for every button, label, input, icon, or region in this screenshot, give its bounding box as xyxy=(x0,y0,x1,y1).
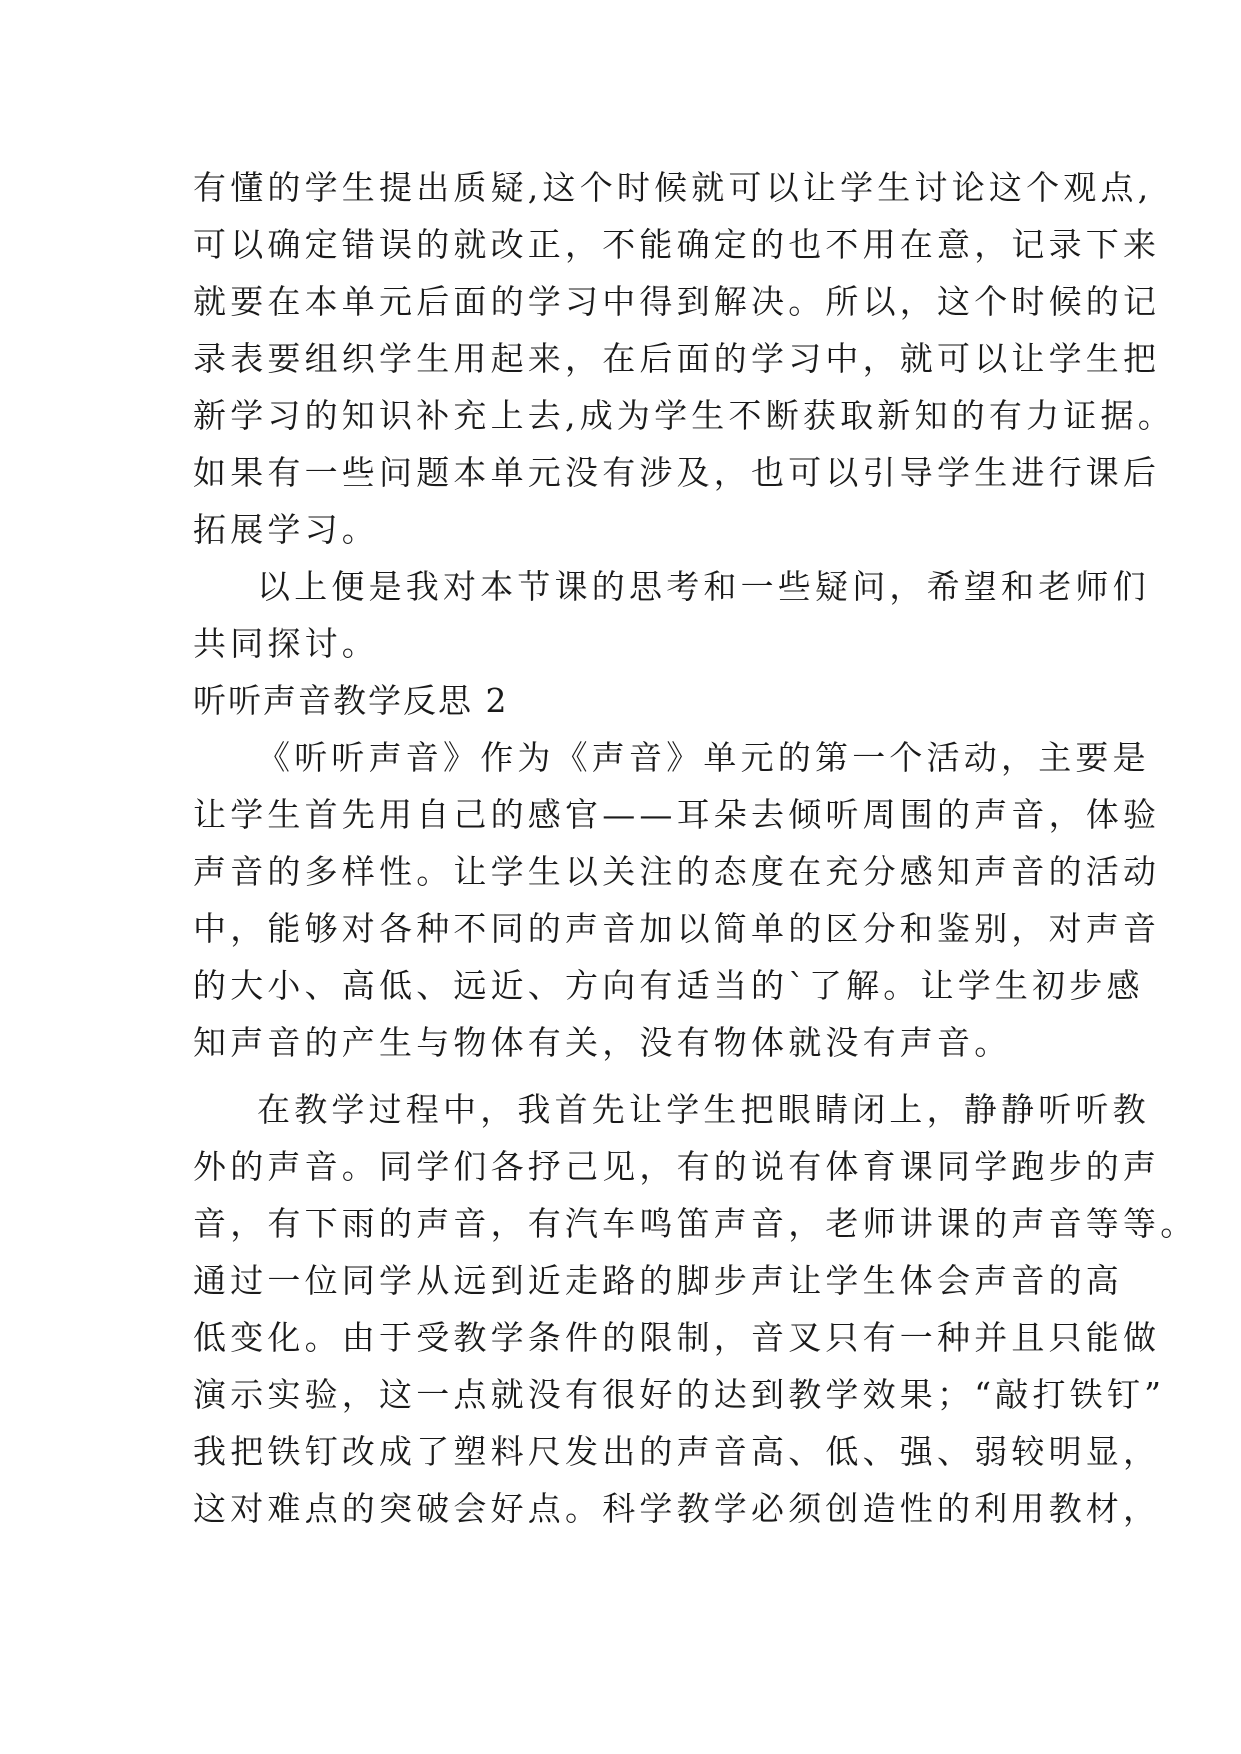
paragraph-4-line-3: 音，有下雨的声音，有汽车鸣笛声音，老师讲课的声音等等。 xyxy=(193,1204,1198,1243)
paragraph-4-line-6: 演示实验，这一点就没有很好的达到教学效果；“敲打铁钉” xyxy=(193,1375,1166,1414)
paragraph-1-line-1: 有懂的学生提出质疑,这个时候就可以让学生讨论这个观点, xyxy=(193,168,1153,207)
paragraph-2-line-2: 共同探讨。 xyxy=(193,624,379,663)
paragraph-1-line-6: 如果有一些问题本单元没有涉及，也可以引导学生进行课后 xyxy=(193,453,1161,492)
paragraph-3-line-4: 中，能够对各种不同的声音加以简单的区分和鉴别，对声音 xyxy=(193,909,1161,948)
paragraph-4-line-2: 外的声音。同学们各抒己见，有的说有体育课同学跑步的声 xyxy=(193,1147,1161,1186)
paragraph-3-line-6: 知声音的产生与物体有关，没有物体就没有声音。 xyxy=(193,1023,1012,1062)
paragraph-1-line-5: 新学习的知识补充上去,成为学生不断获取新知的有力证据。 xyxy=(193,396,1175,435)
paragraph-1-line-4: 录表要组织学生用起来，在后面的学习中，就可以让学生把 xyxy=(193,339,1161,378)
paragraph-4-line-8: 这对难点的突破会好点。科学教学必须创造性的利用教材， xyxy=(193,1489,1161,1528)
paragraph-4-line-4: 通过一位同学从远到近走路的脚步声让学生体会声音的高 xyxy=(193,1261,1123,1300)
paragraph-1-line-7: 拓展学习。 xyxy=(193,510,379,549)
paragraph-4-line-7: 我把铁钉改成了塑料尺发出的声音高、低、强、弱较明显， xyxy=(193,1432,1161,1471)
paragraph-1-line-2: 可以确定错误的就改正，不能确定的也不用在意，记录下来 xyxy=(193,225,1161,264)
paragraph-3-line-5: 的大小、高低、远近、方向有适当的`了解。让学生初步感 xyxy=(193,966,1144,1005)
paragraph-3-line-3: 声音的多样性。让学生以关注的态度在充分感知声音的活动 xyxy=(193,852,1161,891)
paragraph-4-line-5: 低变化。由于受教学条件的限制，音叉只有一种并且只能做 xyxy=(193,1318,1161,1357)
paragraph-3-line-2: 让学生首先用自己的感官——耳朵去倾听周围的声音，体验 xyxy=(193,795,1161,834)
paragraph-1-line-3: 就要在本单元后面的学习中得到解决。所以，这个时候的记 xyxy=(193,282,1161,321)
section-heading: 听听声音教学反思 2 xyxy=(193,681,509,720)
paragraph-4-line-1: 在教学过程中，我首先让学生把眼睛闭上，静静听听教 xyxy=(257,1090,1150,1129)
paragraph-3-line-1: 《听听声音》作为《声音》单元的第一个活动，主要是 xyxy=(257,738,1150,777)
paragraph-2-line-1: 以上便是我对本节课的思考和一些疑问，希望和老师们 xyxy=(257,567,1150,606)
